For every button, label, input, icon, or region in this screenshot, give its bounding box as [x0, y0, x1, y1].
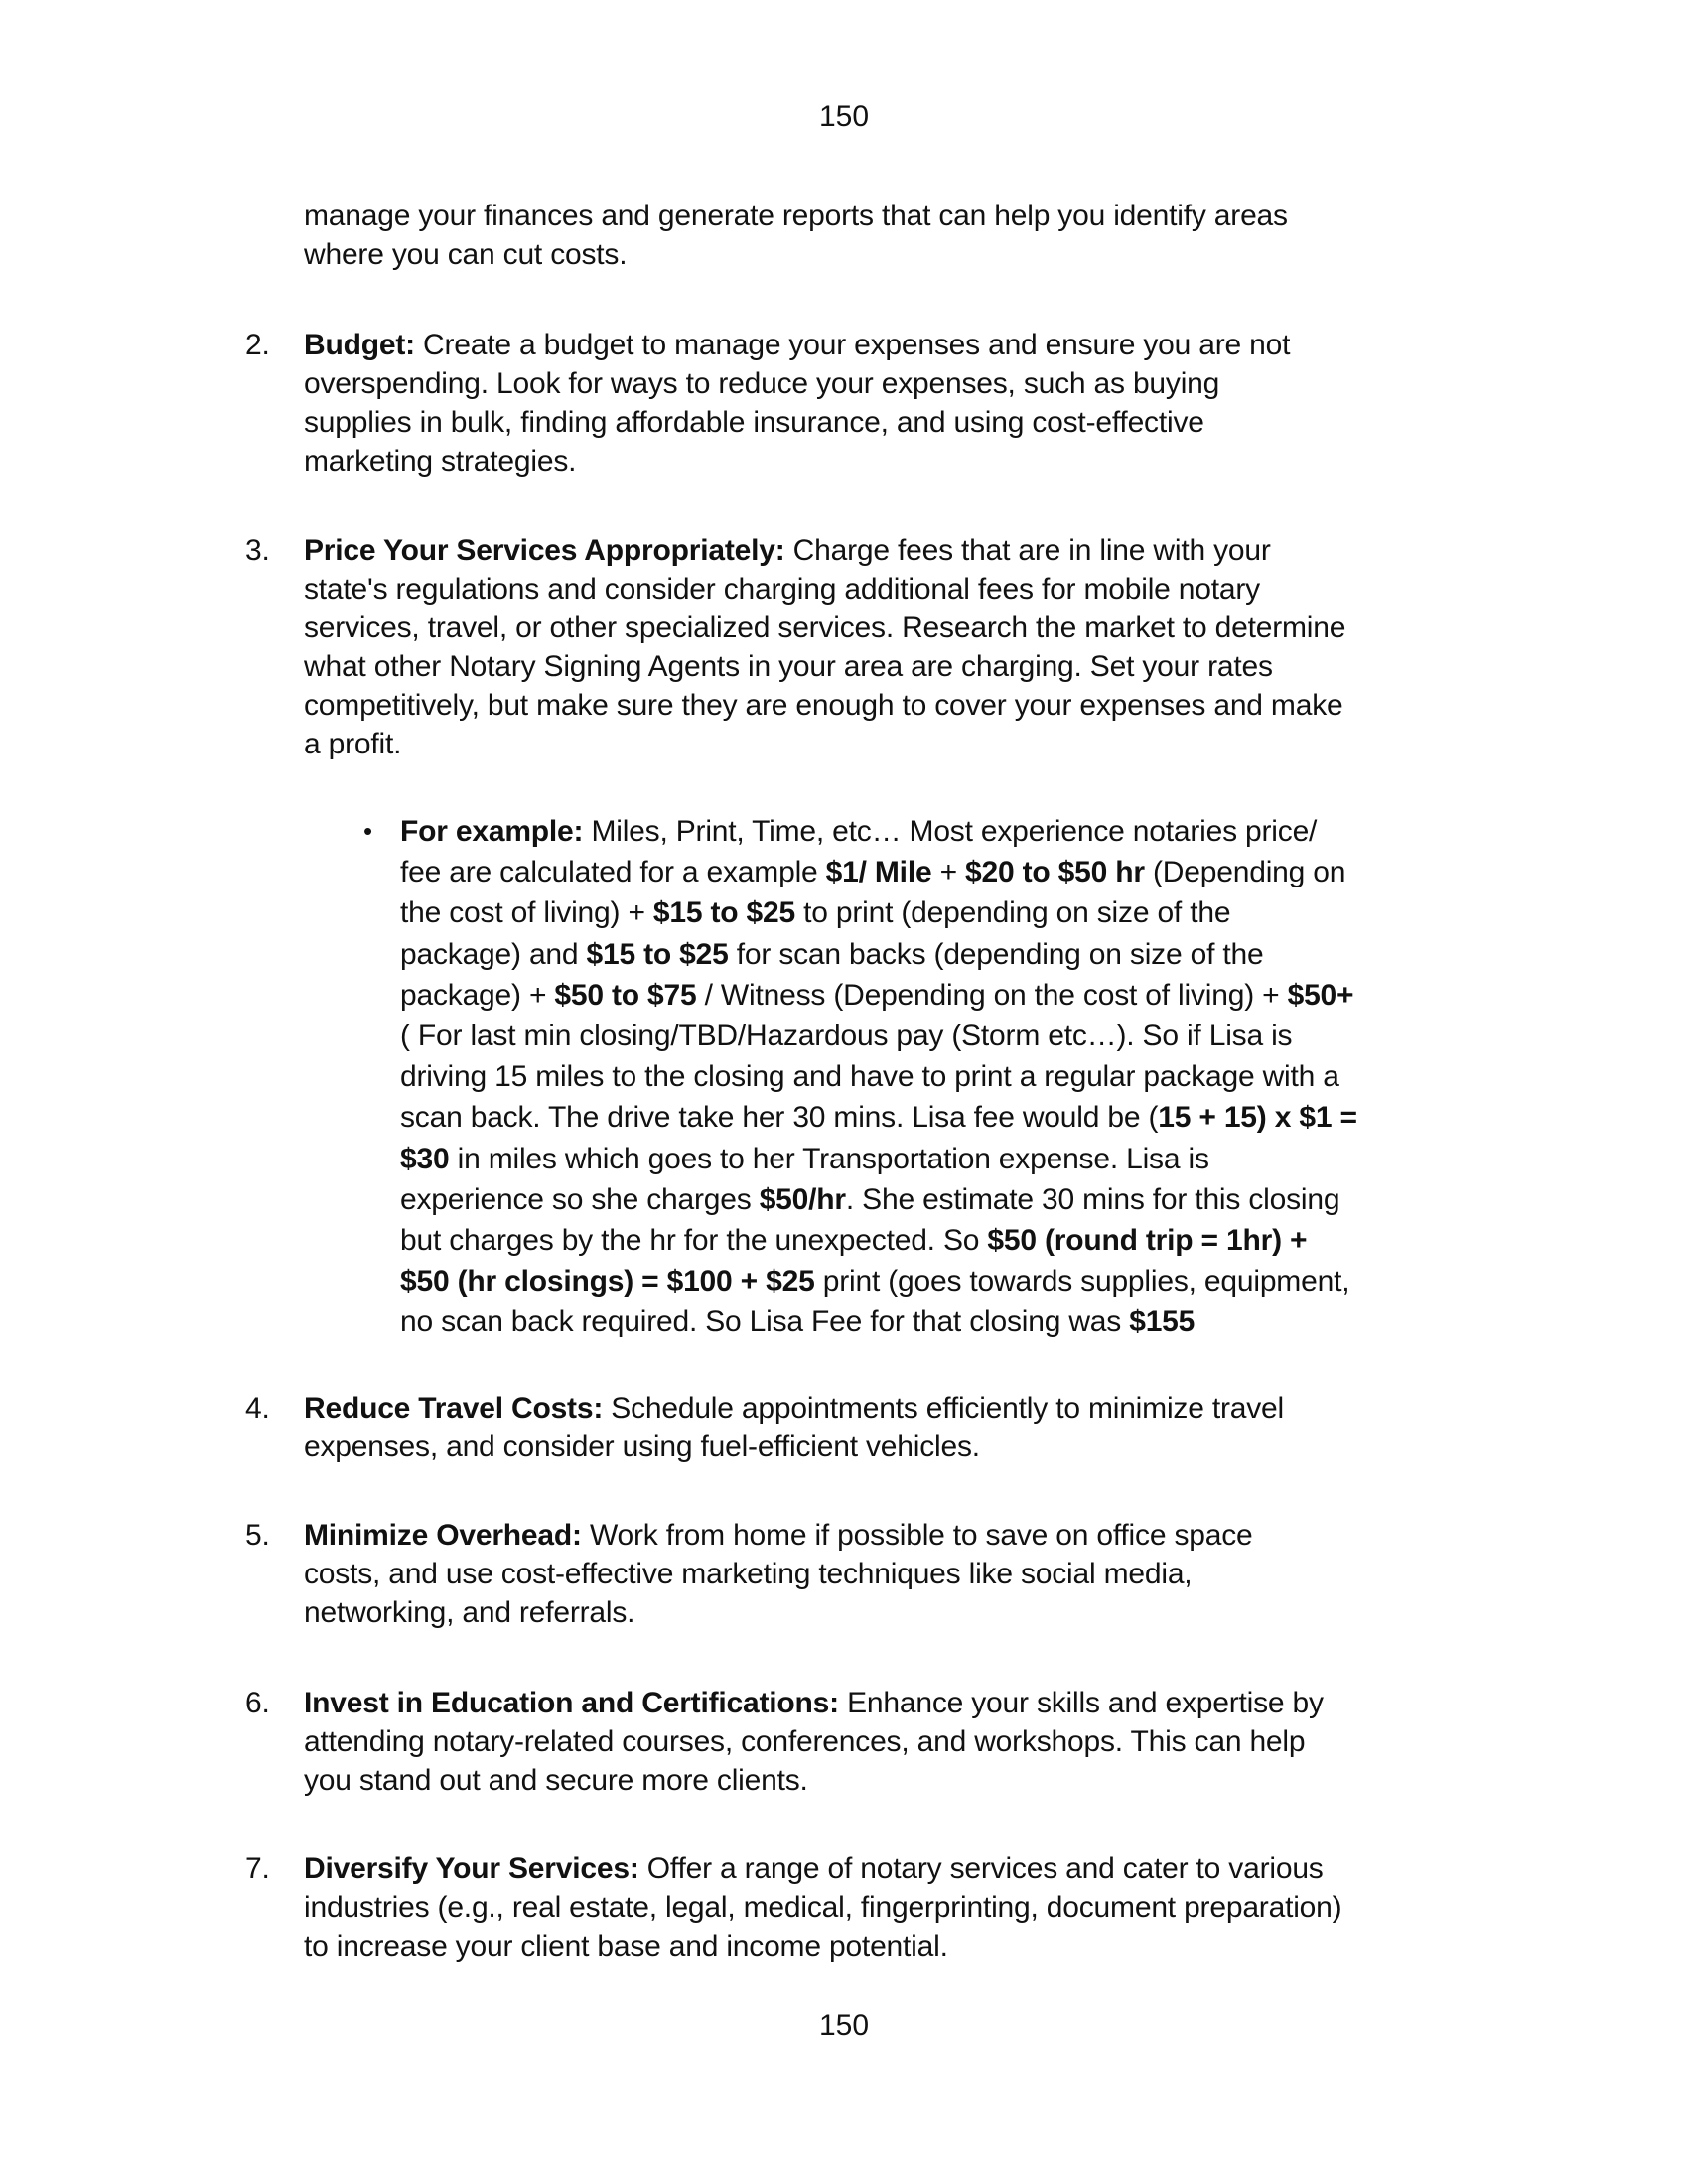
item-text: state's regulations and consider charging additional fees for mobile notary — [304, 573, 1260, 606]
example-line — [400, 892, 1532, 933]
footer-page-number: 150 — [818, 2009, 870, 2042]
list-item-budget — [245, 326, 1536, 480]
example-text: no scan back required. So Lisa Fee for that closing was — [400, 1305, 1130, 1339]
item-text: overspending. Look for ways to reduce your expenses, such as buying — [304, 367, 1220, 400]
bold-amount: $15 to $25 — [652, 896, 795, 930]
example-line — [400, 1016, 1532, 1056]
item-text: Charge fees that are in line with your — [784, 534, 1271, 567]
example-line — [400, 1139, 1532, 1179]
example-text: package) + — [400, 978, 555, 1012]
item-title: Invest in Education and Certifications: — [304, 1687, 839, 1719]
item-text: Enhance your skills and expertise by — [838, 1687, 1324, 1719]
item-text: what other Notary Signing Agents in your area are charging. Set your rates — [304, 650, 1273, 683]
bold-amount: $15 to $25 — [586, 937, 729, 971]
example-text: . She estimate 30 mins for this closing — [845, 1182, 1340, 1216]
item-text: Schedule appointments efficiently to minimize travel — [603, 1392, 1284, 1425]
example-text: in miles which goes to her Transportation expense. Lisa is — [449, 1142, 1209, 1175]
item-title: Reduce Travel Costs: — [304, 1392, 604, 1425]
example-bullet — [363, 811, 1535, 1343]
item-text: costs, and use cost-effective marketing techniques like social media, — [304, 1558, 1193, 1590]
item-title: Budget: — [304, 329, 415, 361]
example-text: to print (depending on size of the — [795, 896, 1231, 930]
example-text: Miles, Print, Time, etc… Most experience notaries price/ — [583, 815, 1318, 848]
example-text: the cost of living) + — [400, 896, 653, 930]
intro-line: where you can cut costs. — [304, 238, 628, 271]
list-number: 2. — [245, 329, 270, 361]
item-title: Minimize Overhead: — [304, 1519, 582, 1552]
example-line — [400, 1261, 1532, 1301]
bold-amount: $155 — [1129, 1305, 1196, 1339]
example-line — [400, 1220, 1532, 1261]
bold-amount: $1/ Mile — [825, 856, 932, 889]
item-text: Work from home if possible to save on office space — [581, 1519, 1253, 1552]
bold-amount: $20 to $50 hr — [965, 856, 1145, 889]
example-line — [400, 934, 1532, 975]
example-text: ( For last min closing/TBD/Hazardous pay (Storm etc…). So if Lisa is — [400, 1020, 1293, 1053]
item-title: Diversify Your Services: — [304, 1852, 639, 1885]
item-text: expenses, and consider using fuel-efficient vehicles. — [304, 1431, 980, 1463]
list-number: 3. — [245, 534, 270, 567]
item-text: industries (e.g., real estate, legal, medical, fingerprinting, document preparation) — [304, 1891, 1342, 1924]
bold-amount: $50/hr — [759, 1182, 846, 1216]
list-item-diversify-services — [245, 1849, 1536, 1966]
item-text: marketing strategies. — [304, 445, 577, 478]
item-text: Create a budget to manage your expenses and ensure you are not — [414, 329, 1291, 361]
example-line — [400, 811, 1532, 852]
example-line — [400, 1056, 1532, 1097]
bold-amount: $50 to $75 — [554, 978, 697, 1012]
example-text: print (goes towards supplies, equipment, — [814, 1265, 1350, 1298]
item-text: a profit. — [304, 728, 402, 760]
list-number: 4. — [245, 1392, 270, 1425]
intro-line: manage your finances and generate reports that can help you identify areas — [304, 200, 1288, 232]
example-text: experience so she charges — [400, 1182, 760, 1216]
intro-paragraph — [304, 197, 1525, 274]
header-page-number: 150 — [818, 100, 870, 133]
list-number: 5. — [245, 1519, 270, 1552]
bold-amount: For example: — [400, 815, 584, 848]
bullet-icon: • — [363, 816, 372, 846]
example-line — [400, 1301, 1532, 1342]
example-text: for scan backs (depending on size of the — [728, 937, 1264, 971]
item-text: to increase your client base and income potential. — [304, 1930, 948, 1963]
item-text: services, travel, or other specialized services. Research the market to determine — [304, 612, 1346, 644]
example-line — [400, 852, 1532, 892]
list-item-reduce-travel — [245, 1389, 1536, 1466]
list-item-minimize-overhead — [245, 1516, 1536, 1632]
bold-amount: 15 + 15) x $1 = — [1158, 1101, 1357, 1135]
example-text: (Depending on — [1144, 856, 1346, 889]
bold-amount: $50 (hr closings) = $100 + $25 — [400, 1265, 815, 1298]
example-text: scan back. The drive take her 30 mins. Lisa fee would be ( — [400, 1101, 1159, 1135]
list-item-invest-education — [245, 1684, 1536, 1800]
example-line — [400, 975, 1532, 1016]
example-text: + — [931, 856, 966, 889]
example-text: but charges by the hr for the unexpected. So — [400, 1224, 988, 1258]
example-text: package) and — [400, 937, 587, 971]
item-text: supplies in bulk, finding affordable insurance, and using cost-effective — [304, 406, 1204, 439]
list-number: 7. — [245, 1852, 270, 1885]
example-text: / Witness (Depending on the cost of living) + — [696, 978, 1288, 1012]
example-text: driving 15 miles to the closing and have to print a regular package with a — [400, 1060, 1339, 1094]
example-text: fee are calculated for a example — [400, 856, 826, 889]
bold-amount: $50 (round trip = 1hr) + — [987, 1224, 1308, 1258]
item-title: Price Your Services Appropriately: — [304, 534, 785, 567]
example-line — [400, 1097, 1532, 1138]
item-text: competitively, but make sure they are enough to cover your expenses and make — [304, 689, 1343, 722]
bold-amount: $50+ — [1287, 978, 1354, 1012]
example-bullet-text — [400, 811, 1532, 1343]
item-text: attending notary-related courses, conferences, and workshops. This can help — [304, 1725, 1306, 1758]
example-line — [400, 1179, 1532, 1220]
item-text: Offer a range of notary services and cater to various — [638, 1852, 1324, 1885]
list-item-price-services — [245, 531, 1536, 763]
bold-amount: $30 — [400, 1142, 450, 1175]
list-number: 6. — [245, 1687, 270, 1719]
item-text: networking, and referrals. — [304, 1596, 635, 1629]
item-text: you stand out and secure more clients. — [304, 1764, 808, 1797]
